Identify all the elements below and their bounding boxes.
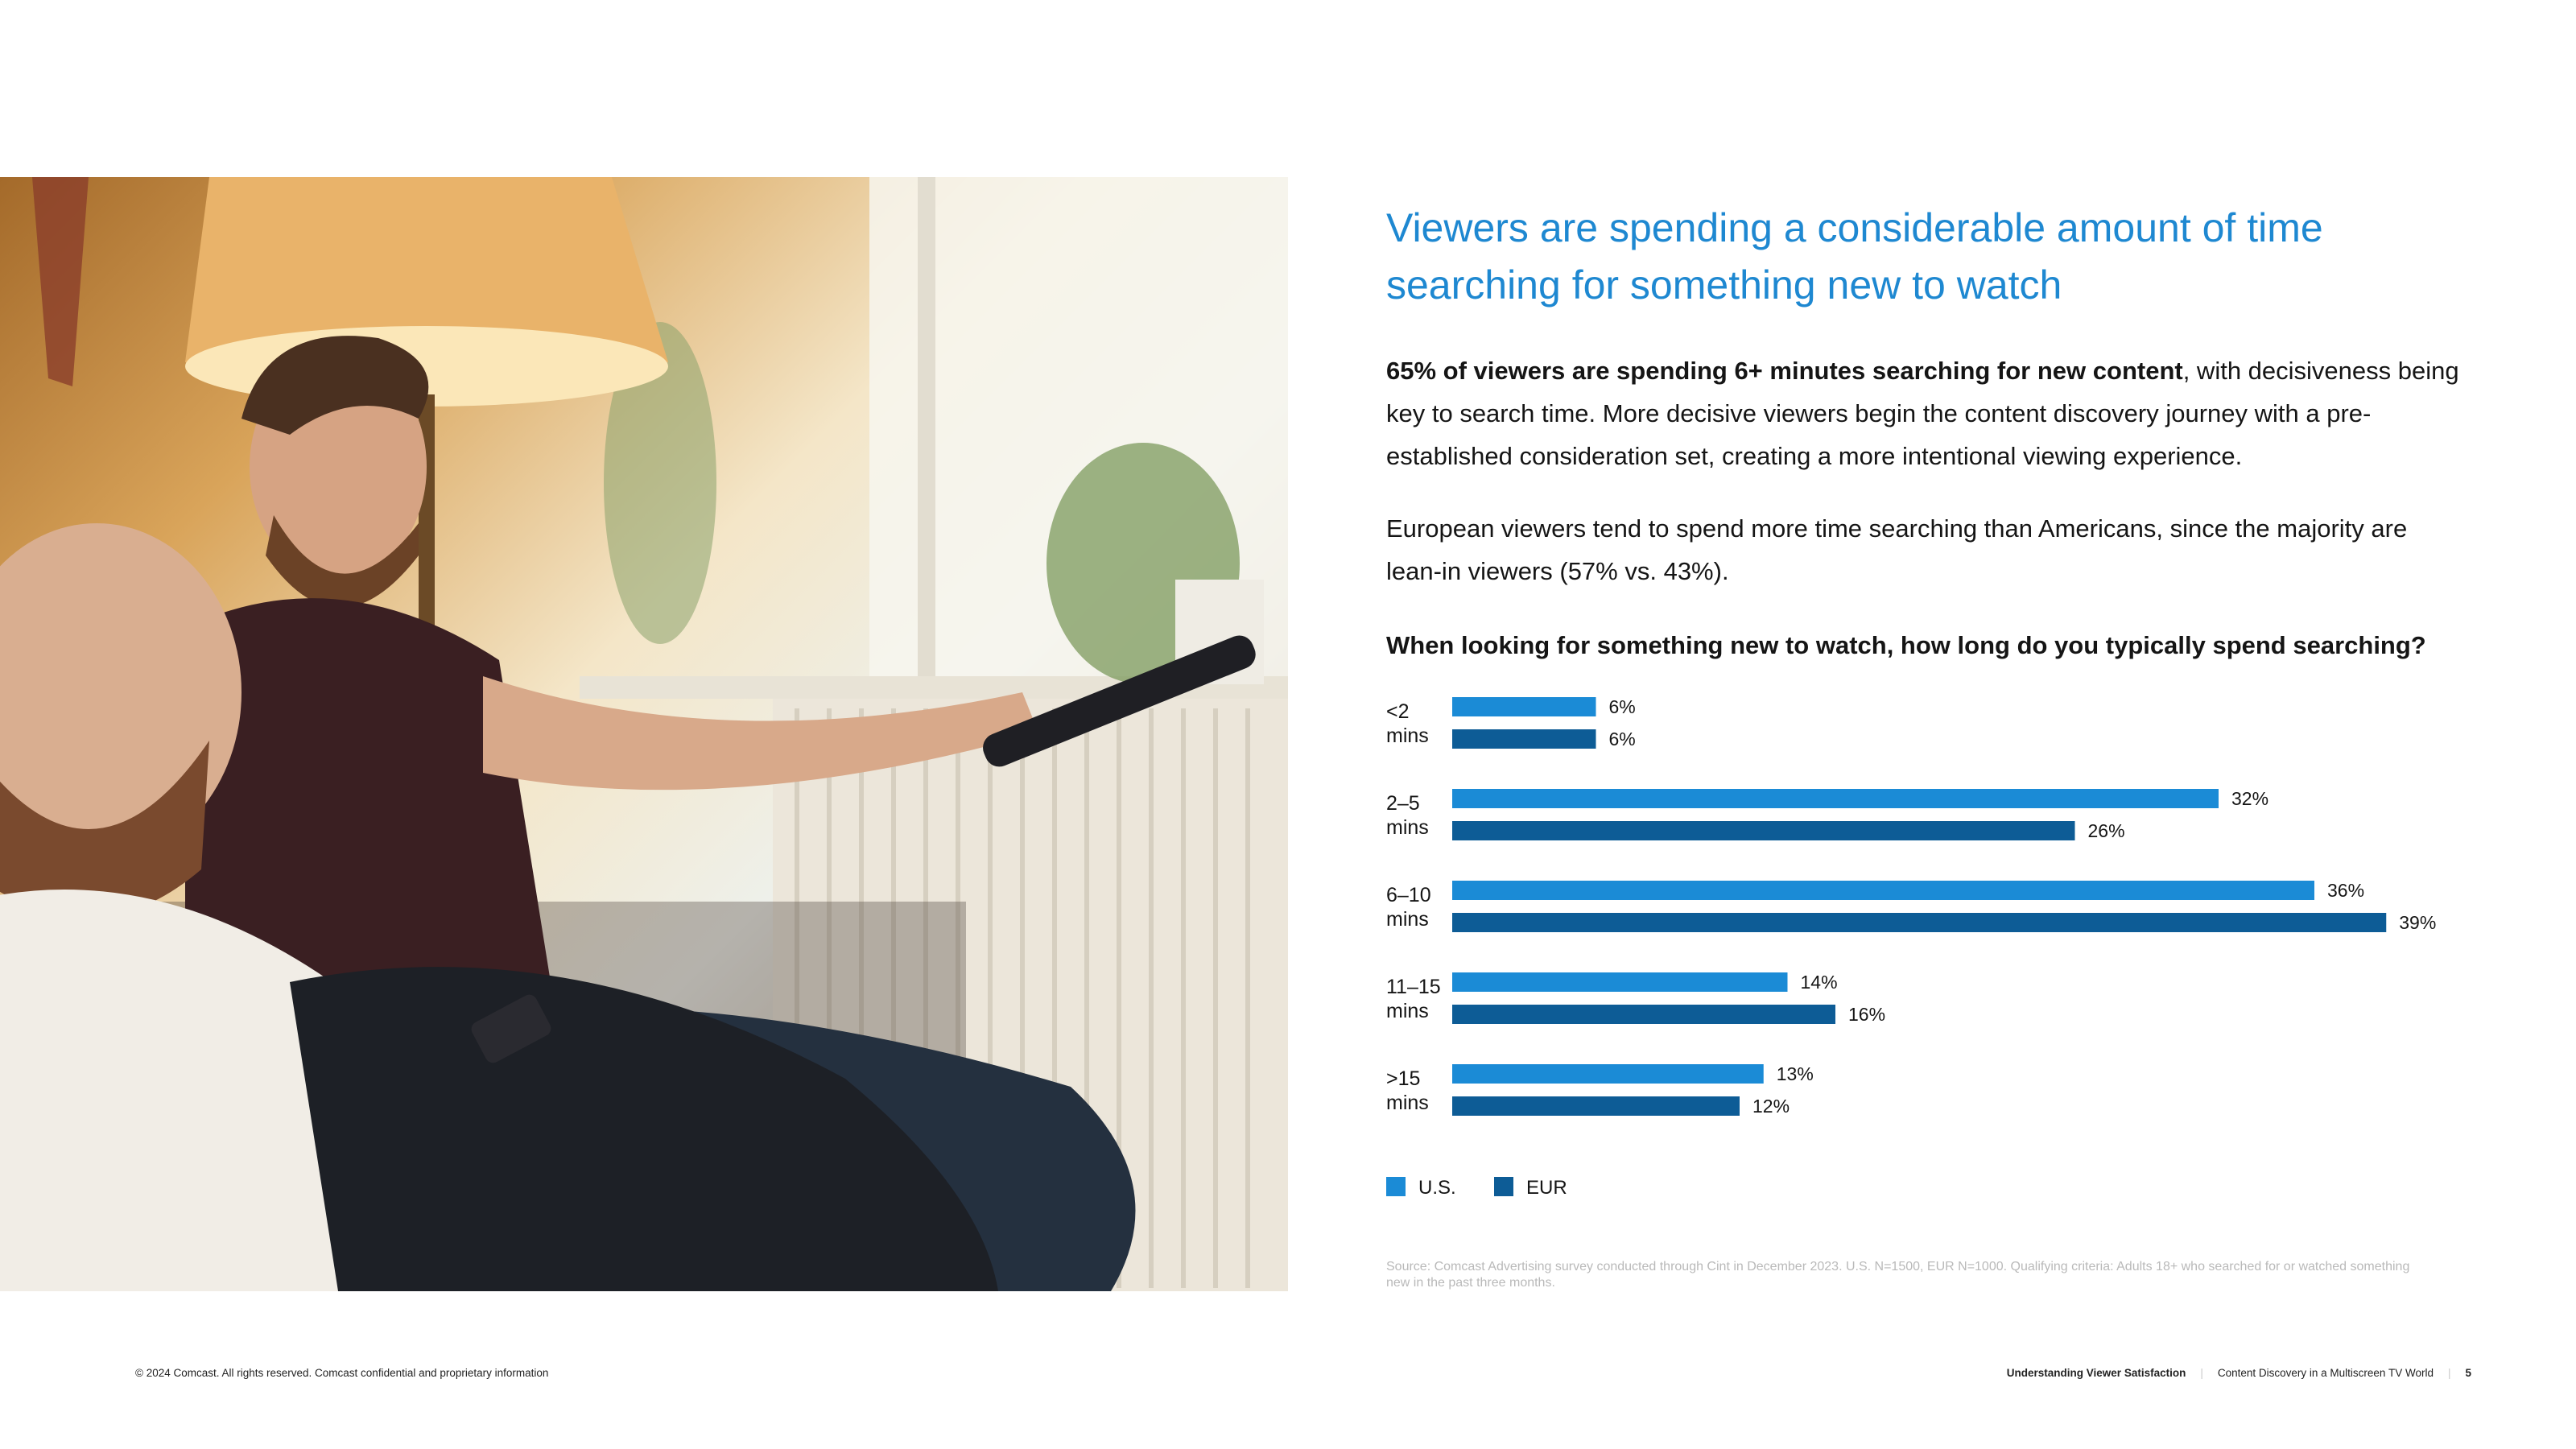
data-label: 32% <box>2231 788 2269 809</box>
bar-us <box>1452 881 2314 900</box>
category-label-line: >15 <box>1386 1067 1421 1090</box>
bar-us <box>1452 789 2219 808</box>
category-label-line: <2 <box>1386 700 1410 723</box>
chart-question: When looking for something new to watch, how long do you typically spend searching? <box>1386 631 2426 659</box>
data-label: 6% <box>1608 696 1636 717</box>
category-label <box>1386 976 1441 1022</box>
data-label: 14% <box>1800 972 1838 993</box>
data-label: 13% <box>1776 1063 1814 1084</box>
footer-report-title: Content Discovery in a Multiscreen TV World <box>2217 1367 2434 1379</box>
bar-eur <box>1452 913 2386 932</box>
source-note: Source: Comcast Advertising survey conducted through Cint in December 2023. U.S. N=1500, EUR N=1000. Qualifying criteria: Adults 18+ who searched for or watched something new in the past three months. <box>1386 1260 2410 1290</box>
category-label-line: mins <box>1386 908 1429 931</box>
footer-divider: | <box>2200 1367 2203 1379</box>
bar-us <box>1452 972 1788 992</box>
footer-nav <box>1980 1367 2471 1379</box>
category-label <box>1386 700 1429 747</box>
legend-swatch <box>1386 1177 1406 1196</box>
intro-text: , with decisiveness being key to search time. More decisive viewers begin the content discovery journey with a pre-established consideration set, creating a more intentional viewing experience. <box>1386 357 2459 470</box>
category-label <box>1386 792 1429 839</box>
data-label: 6% <box>1608 729 1636 749</box>
category-label-line: 6–10 <box>1386 884 1431 906</box>
legend-label: U.S. <box>1418 1177 1456 1199</box>
page-number: 5 <box>2465 1367 2471 1379</box>
category-label-line: mins <box>1386 1092 1429 1114</box>
category-label-line: mins <box>1386 724 1429 747</box>
data-label: 39% <box>2399 912 2437 933</box>
category-label-line: 11–15 <box>1386 976 1441 998</box>
footer-section: Understanding Viewer Satisfaction <box>2006 1367 2186 1379</box>
data-label: 12% <box>1752 1096 1790 1117</box>
bar-us <box>1452 1064 1764 1084</box>
category-label-line: mins <box>1386 1000 1429 1022</box>
hero-photo <box>0 177 1288 1291</box>
dried-flowers <box>32 177 89 386</box>
search-time-bar-chart <box>1368 684 2512 1208</box>
legend-label: EUR <box>1526 1177 1567 1199</box>
bar-us <box>1452 697 1596 716</box>
bar-eur <box>1452 821 2075 840</box>
category-label <box>1386 884 1431 931</box>
intro-paragraph <box>1386 349 2465 477</box>
category-label <box>1386 1067 1429 1114</box>
page-title: Viewers are spending a considerable amount of time searching for something new to watch <box>1386 205 2323 308</box>
photo-illustration <box>0 177 1288 1291</box>
bar-eur <box>1452 729 1596 749</box>
legend-swatch <box>1494 1177 1513 1196</box>
intro-highlight: 65% of viewers are spending 6+ minutes searching for new content <box>1386 357 2183 385</box>
footer-copyright: © 2024 Comcast. All rights reserved. Comcast confidential and proprietary information <box>135 1367 549 1379</box>
category-label-line: 2–5 <box>1386 792 1420 815</box>
bar-eur <box>1452 1096 1740 1116</box>
data-label: 36% <box>2327 880 2365 901</box>
window-frame <box>918 177 935 692</box>
footer-divider: | <box>2447 1367 2451 1379</box>
bar-eur <box>1452 1005 1835 1024</box>
category-label-line: mins <box>1386 816 1429 839</box>
data-label: 16% <box>1848 1004 1886 1025</box>
europe-paragraph: European viewers tend to spend more time searching than Americans, since the majority are lean-in viewers (57% vs. 43%). <box>1386 514 2408 585</box>
data-label: 26% <box>2087 820 2125 841</box>
